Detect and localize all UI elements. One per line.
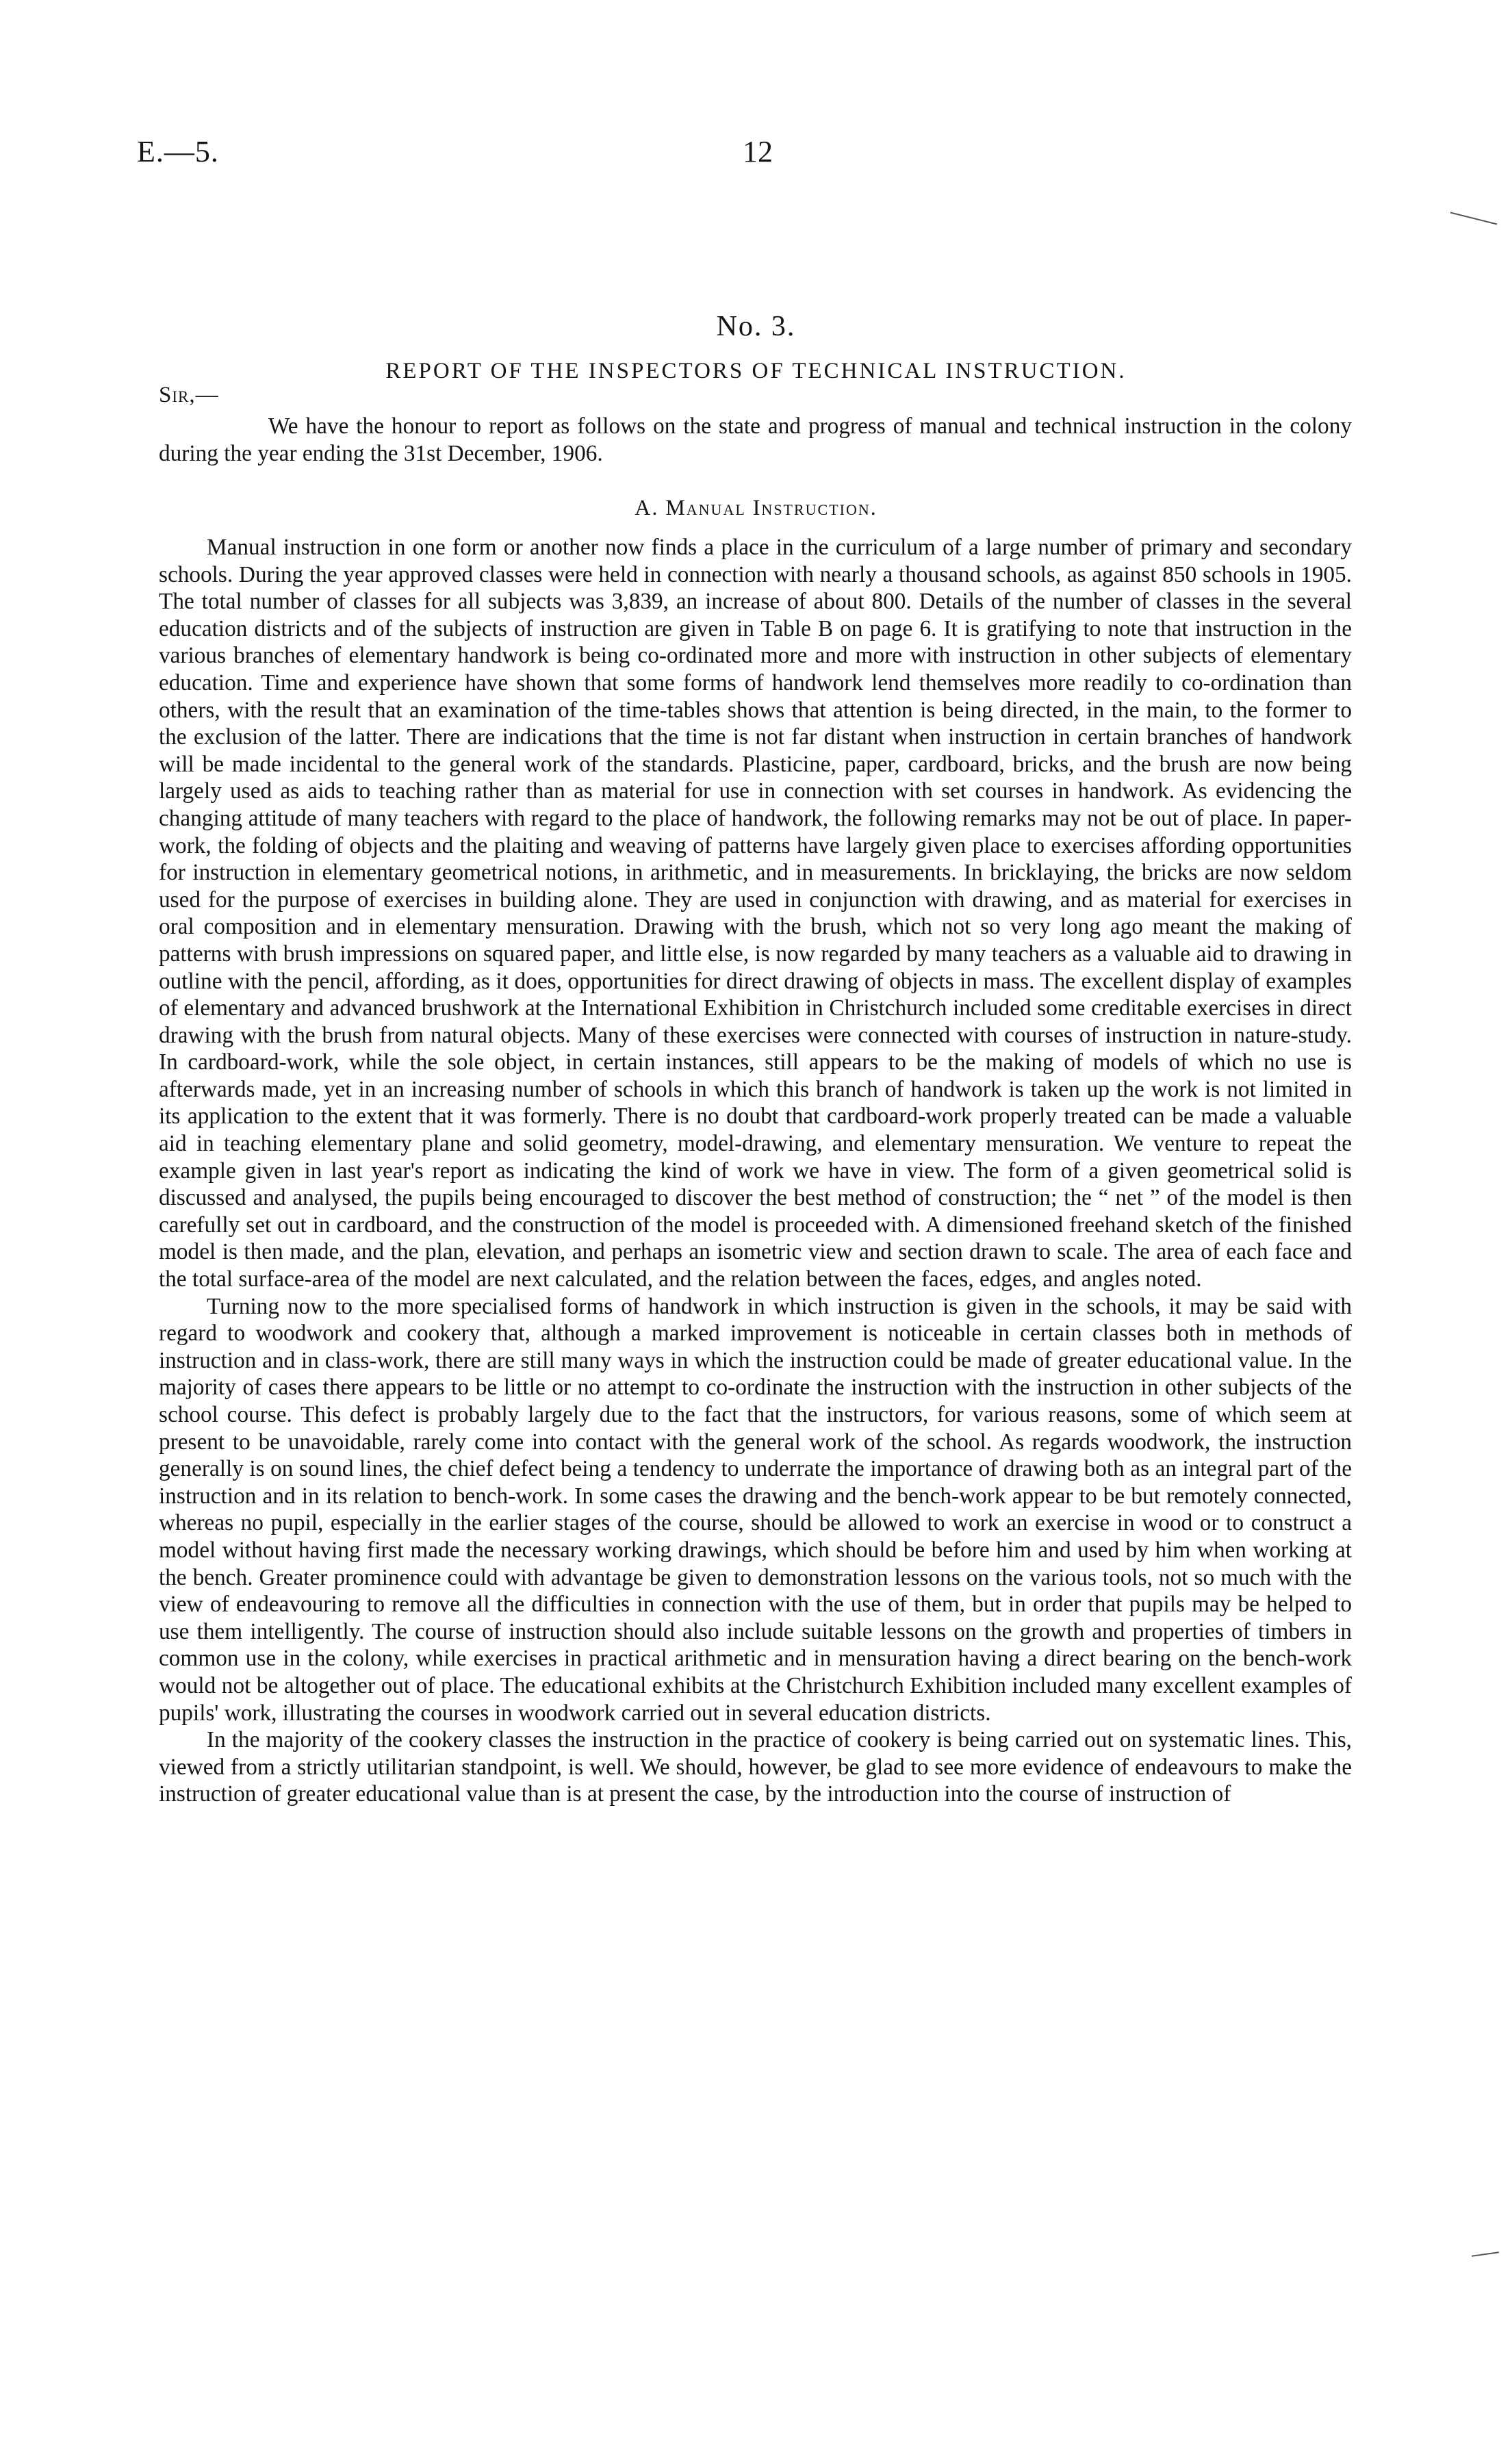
paragraph-cookery-classes: In the majority of the cookery classes the instruction in the practice of cookery is being carried out on systematic lines. This, viewed from a strictly utilitarian standpoint, is well. We should, however, be glad to see more evidence of endeavours to make the instruction of greater educational value than is at present the case, by the introduction into the course of instruction of xyxy=(159,1727,1352,1807)
report-number: No. 3. xyxy=(716,311,796,342)
section-heading: A. Manual Instruction. xyxy=(635,495,877,520)
report-title: REPORT OF THE INSPECTORS OF TECHNICAL INSTRUCTION. xyxy=(385,359,1127,383)
header-reference: E.—5. xyxy=(137,135,219,168)
margin-mark xyxy=(1450,212,1497,225)
margin-mark xyxy=(1472,2251,1499,2257)
paragraph-manual-instruction: Manual instruction in one form or another now finds a place in the curriculum of a large number of primary and secondary schools. During the year approved classes were held in connection with nearly a thousand schools, as against 850 schools in 1905. The total number of classes for all subjects was 3,839, an increase of about 800. Details of the number of classes in the several education districts and of the subjects of instruction are given in Table B on page 6. It is gratifying to note that instruction in the various branches of elementary handwork is being co-ordinated more and more with instruction in other subjects of elementary education. Time and experience have shown that some forms of handwork lend themselves more readily to co-ordination than others, with the result that an examination of the time-tables shows that attention is being directed, in the main, to the former to the exclusion of the latter. There are indications that the time is not far distant when instruction in certain branches of handwork will be made incidental to the general work of the standards. Plasticine, paper, cardboard, bricks, and the brush are now being largely used as aids to teaching rather than as material for use in connection with set courses in handwork. As evidencing the changing attitude of many teachers with regard to the place of handwork, the following remarks may not be out of place. In paper-work, the folding of objects and the plaiting and weaving of patterns have largely given place to exercises affording opportunities for instruction in elementary geometrical notions, in arithmetic, and in measurements. In bricklaying, the bricks are now seldom used for the purpose of exercises in building alone. They are used in conjunction with drawing, and as material for exercises in oral composition and in elementary mensuration. Drawing with the brush, which not so very long ago meant the making of patterns with brush impressions on squared paper, and little else, is now regarded by many teachers as a valuable aid to drawing in outline with the pencil, affording, as it does, opportunities for direct drawing of objects in mass. The excellent display of examples of elementary and advanced brushwork at the International Exhibition in Christchurch included some creditable exercises in direct drawing with the brush from natural objects. Many of these exercises were connected with courses of instruction in nature-study. In cardboard-work, while the sole object, in certain instances, still appears to be the making of models of which no use is afterwards made, yet in an increasing number of schools in which this branch of handwork is taken up the work is not limited in its application to the extent that it was formerly. There is no doubt that cardboard-work properly treated can be made a valuable aid in teaching elementary plane and solid geometry, model-drawing, and elementary mensuration. We venture to repeat the example given in last year's report as indicating the kind of work we have in view. The form of a given geometrical solid is discussed and analysed, the pupils being encouraged to discover the best method of construction; the “ net ” of the model is then carefully set out in cardboard, and the construction of the model is proceeded with. A dimensioned freehand sketch of the finished model is then made, and the plan, elevation, and perhaps an isometric view and section drawn to scale. The area of each face and the total surface-area of the model are next calculated, and the relation between the faces, edges, and angles noted. xyxy=(159,535,1352,1292)
page-number: 12 xyxy=(743,135,773,168)
intro-paragraph: We have the honour to report as follows on the state and progress of manual and technical instruction in the colony during the year ending the 31st December, 1906. xyxy=(159,413,1352,466)
section-body xyxy=(159,534,1352,1808)
salutation: Sir,— xyxy=(159,383,219,407)
paragraph-woodwork-cookery: Turning now to the more specialised forms of handwork in which instruction is given in the schools, it may be said with regard to woodwork and cookery that, although a marked improvement is noticeable in certain classes both in methods of instruction and in class-work, there are still many ways in which the instruction could be made of greater educational value. In the majority of cases there appears to be little or no attempt to co-ordinate the instruction with the instruction in other subjects of the school course. This defect is probably largely due to the fact that the instructors, for various reasons, some of which seem at present to be unavoidable, rarely come into contact with the general work of the school. As regards woodwork, the instruction generally is on sound lines, the chief defect being a tendency to underrate the importance of drawing both as an integral part of the instruction and in its relation to bench-work. In some cases the drawing and the bench-work appear to be but remotely connected, whereas no pupil, especially in the earlier stages of the course, should be allowed to work an exercise in wood or to construct a model without having first made the necessary working drawings, which should be before him and used by him when working at the bench. Greater prominence could with advantage be given to demonstration lessons on the various tools, not so much with the view of endeavouring to remove all the difficulties in connection with the use of them, but in order that pupils may be helped to use them intelligently. The course of instruction should also include suitable lessons on the growth and properties of timbers in common use in the colony, while exercises in practical arithmetic and in mensuration having a direct bearing on the bench-work would not be altogether out of place. The educational exhibits at the Christchurch Exhibition included many excellent examples of pupils' work, illustrating the courses in woodwork carried out in several education districts. xyxy=(159,1293,1352,1726)
intro-block xyxy=(159,413,1352,467)
